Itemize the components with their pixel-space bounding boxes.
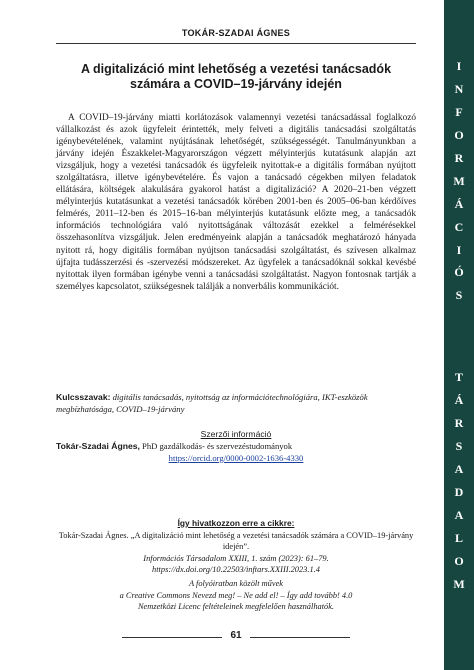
side-letter: F: [455, 104, 463, 119]
page-footer: [56, 630, 416, 646]
side-letter: T: [454, 370, 463, 385]
title-line: számára a COVID–19-járvány idején: [130, 77, 342, 91]
page-number: 61: [230, 630, 242, 641]
side-letter: M: [453, 576, 465, 591]
license-line: A folyóiratban közölt művek: [188, 579, 284, 588]
side-letter: Á: [454, 196, 464, 211]
side-letter: O: [454, 127, 464, 142]
side-letter: S: [455, 439, 463, 454]
side-letter: Ó: [454, 265, 464, 280]
keywords: [56, 392, 416, 415]
citation-journal: Információs Társadalom XXIII, 1. szám (2023): 61–79.: [143, 553, 329, 563]
author-info: [56, 428, 416, 464]
header-rule: [56, 43, 416, 44]
keywords-text: digitális tanácsadás, nyitottság az információtechnológiára, IKT-eszközök megbízhatósága, COVID–19-járvány: [56, 392, 368, 414]
author-affiliation: PhD gazdálkodás- és szervezéstudományok: [142, 441, 293, 451]
abstract: [56, 112, 416, 293]
author-name: Tokár-Szadai Ágnes,: [56, 441, 140, 451]
side-letter: Á: [454, 393, 464, 408]
side-letter: L: [454, 530, 463, 545]
side-letter: D: [454, 484, 464, 499]
side-letter: M: [453, 173, 465, 188]
abstract-text: A COVID–19-járvány miatti korlátozások valamennyi vezetési tanácsadással foglalkozó vállalkozást és azok ügyfeleit érintették, mely felveti a digitális tanácsadási szolgáltatás igénybevételének, valamint nyújtásának lehetőségét, szükségességét. Tanulmányunkban a járvány idején Északkelet-Magyarországon végzett mélyinterjús kutatásunk alapján azt vizsgáljuk, hogy a vezetési tanácsadók és ügyfeleik nyitottak-e a digitális formában nyújtott szolgáltatásra, illetve igénybevételére. És vajon a tanácsadó cégekben milyen feladatok ellátására, költségek alakulására gyakorol hatást a digitalizáció? A 2020–21-ben végzett mélyinterjús kutatásunkat a vezetési tanácsadók körében 2001-ben és 2005–06-ban kérdőíves felmérés, 2011–12-ben és 2015–16-ban mélyinterjús kutatásunk előzte meg, a tanácsadók információs technológiára való nyitottságának változását ezekkel a felmérésekkel összehasonlítva vizsgáljuk. Jelen eredményeink alapján a tanácsadók meghatározó hányada nyitott rá, hogy digitális formában nyújtson tanácsadási szolgáltatást, és szívesen alkalmaz újfajta tudásszerzési és -szervezési módszereket. Az ügyfelek a tanácsadóknál sokkal kevésbé nyitottak ilyen formában igénybe venni a tanácsadási szolgáltatást. Nagyon fontosnak tartják a személyes kapcsolatot, szükségesnek találják a nonverbális kommunikációt.: [56, 113, 416, 292]
citation-ref: Tokár-Szadai Ágnes. „A digitalizáció mint lehetőség a vezetési tanácsadók számára a COVID–19-járvány idején”.: [58, 530, 414, 551]
side-letter: I: [456, 59, 462, 73]
side-letter: I: [456, 242, 462, 257]
side-letter: O: [454, 553, 464, 568]
side-letter: R: [454, 416, 464, 431]
citation-heading: Így hivatkozzon erre a cikkre:: [177, 518, 295, 528]
title-line: A digitalizáció mint lehetőség a vezetési tanácsadók: [80, 62, 392, 76]
article-title: [56, 62, 416, 92]
side-letter: C: [454, 219, 464, 234]
footer-rule-left: [122, 637, 222, 638]
orcid-link[interactable]: https://orcid.org/0000-0002-1636-4330: [168, 453, 304, 463]
license-line: Nemzetközi Licenc feltételeinek megfelelően használhatók.: [137, 602, 335, 611]
side-letter: A: [454, 507, 464, 522]
side-letter: A: [454, 462, 464, 476]
journal-name-vertical: [444, 60, 474, 590]
license-note: [56, 578, 416, 613]
side-letter: N: [454, 81, 464, 96]
license-line: a Creative Commons Nevezd meg! – Ne add el! – Így add tovább! 4.0: [119, 590, 353, 600]
side-letter: S: [455, 288, 463, 303]
citation-doi[interactable]: https://dx.doi.org/10.22503/inftars.XXIII.2023.1.4: [152, 565, 320, 574]
author-info-heading: Szerzői információ: [200, 429, 272, 439]
footer-rule-right: [250, 637, 350, 638]
author-line: [56, 440, 416, 452]
side-letter: R: [454, 150, 464, 165]
running-header-author: TOKÁR-SZADAI ÁGNES: [181, 28, 291, 38]
citation: [56, 518, 416, 576]
keywords-label: Kulcsszavak:: [56, 392, 111, 402]
